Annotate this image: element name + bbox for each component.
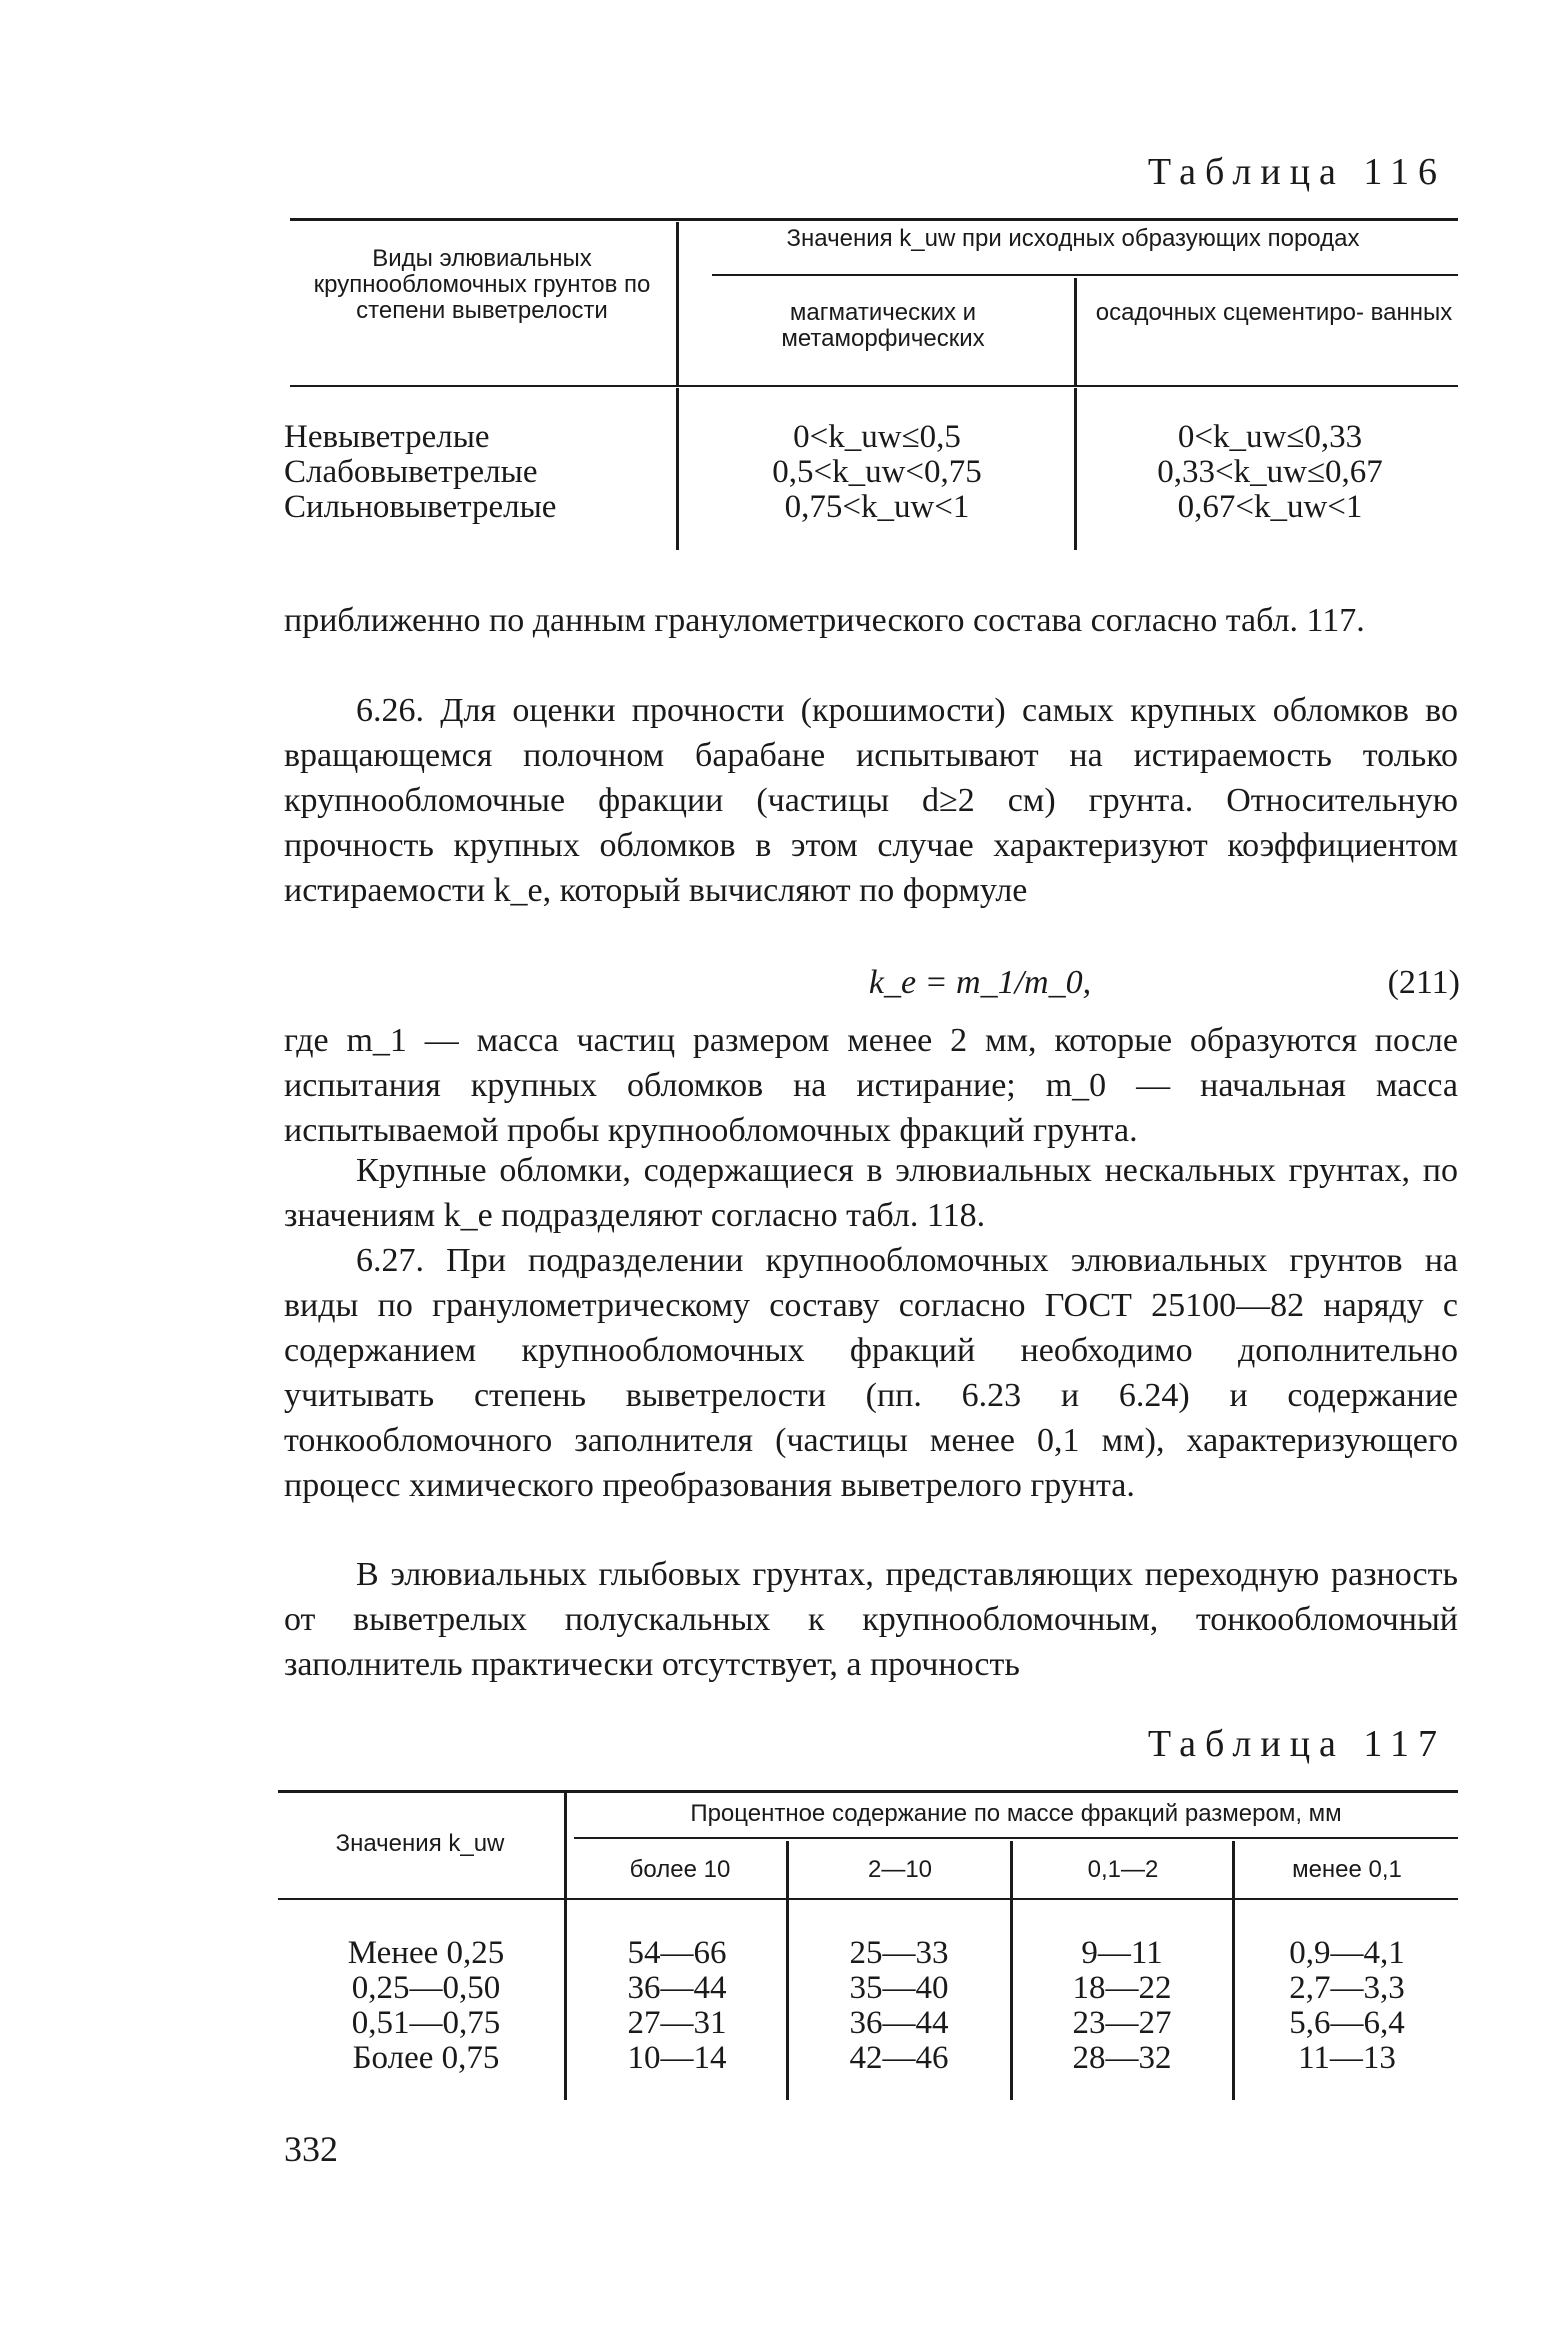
table-cell: 0,5<k_uw<0,75 (772, 454, 982, 490)
table-116-sub1-header: магматических и метаморфических (781, 299, 985, 352)
table-117-divider (1010, 1900, 1013, 2100)
table-cell: 18—22 (1072, 1970, 1172, 2006)
table-cell: 28—32 (1072, 2040, 1172, 2076)
table-117-col-01-2 (1014, 1936, 1230, 2076)
table-116-sub2-header: осадочных сцементиро- ванных (1095, 299, 1453, 326)
table-116-divider (676, 388, 679, 550)
table-117-sub-header: 2—10 (867, 1856, 933, 1883)
table-117-divider (786, 1841, 789, 1900)
paragraph-fragments (284, 1148, 1458, 1238)
paragraph-formula-explanation: где m_1 — масса частиц размером менее 2 мм, которые образуются после испытания крупных обломков на истирание; m_0 — начальная масса испытываемой пробы крупнообломочных фракций грунта. (284, 1022, 1458, 1149)
table-117-col-more10 (570, 1936, 784, 2076)
table-117-col-2-10 (790, 1936, 1008, 2076)
table-cell: 10—14 (627, 2040, 727, 2076)
table-cell: 35—40 (849, 1970, 949, 2006)
table-117-header-rule (278, 1898, 1458, 1900)
formula-number: (211) (1387, 964, 1460, 1001)
table-117-col1-header: Значения k_uw (335, 1830, 505, 1857)
paragraph-6-26 (284, 688, 1458, 913)
table-cell: Более 0,75 (352, 2040, 500, 2076)
page-number: 332 (284, 2129, 338, 2169)
table-117-sub-header: более 10 (629, 1856, 731, 1883)
table-cell: 0,25—0,50 (351, 1970, 501, 2006)
table-116-caption: Таблица 116 (1147, 151, 1446, 193)
table-cell: 5,6—6,4 (1289, 2005, 1405, 2041)
table-116-divider (1074, 278, 1077, 387)
table-116-divider (676, 222, 679, 387)
formula (780, 960, 1180, 1005)
paragraph-6-26-text: 6.26. Для оценки прочности (крошимости) самых крупных обломков во вращающемся полочном барабане испытывают на истираемость только крупнообломочные фракции (частицы d≥2 см) грунта. Относительную прочность крупных обломков в этом случае характеризуют коэффициентом истираемости k_e, который вычисляют по формуле (284, 692, 1458, 909)
formula-text: k_e = m_1/m_0, (868, 964, 1092, 1001)
table-cell: Сильновыветрелые (284, 489, 557, 525)
table-116-header-rule (290, 385, 1458, 387)
table-cell: 25—33 (849, 1935, 949, 1971)
table-116-divider (1074, 388, 1077, 550)
table-cell: 2,7—3,3 (1289, 1970, 1405, 2006)
table-117-col-k (290, 1936, 562, 2076)
table-117-divider (1232, 1841, 1235, 1900)
table-cell: 0,67<k_uw<1 (1177, 489, 1363, 525)
table-116-top-rule (290, 218, 1458, 221)
paragraph-boulder-text: В элювиальных глыбовых грунтах, представляющих переходную разность от выветрелых полускальных к крупнообломочным, тонкообломочный заполнитель практически отсутствует, а прочность (284, 1556, 1458, 1683)
paragraph-6-27 (284, 1238, 1458, 1508)
table-117-group-header: Процентное содержание по массе фракций размером, мм (690, 1800, 1342, 1827)
table-117-caption: Таблица 117 (1147, 1723, 1446, 1765)
table-117-divider (1232, 1900, 1235, 2100)
table-116-group-header-text: Значения k_uw при исходных образующих породах (786, 225, 1360, 252)
table-cell: 23—27 (1072, 2005, 1172, 2041)
table-117-divider (564, 1793, 567, 1900)
table-117-top-rule (278, 1790, 1458, 1793)
table-cell: Менее 0,25 (347, 1935, 505, 1971)
table-cell: 11—13 (1298, 2040, 1396, 2076)
table-116-col-type (284, 420, 674, 525)
table-cell: 0<k_uw≤0,33 (1177, 419, 1363, 455)
table-cell: 0,33<k_uw≤0,67 (1157, 454, 1383, 490)
table-cell: 0<k_uw≤0,5 (793, 419, 961, 455)
table-117-subheader-rule (574, 1837, 1458, 1839)
table-117-divider (564, 1900, 567, 2100)
table-116-group-header (690, 226, 1456, 252)
table-116-col-sedimentary (1080, 420, 1460, 525)
paragraph-1: приближенно по данным гранулометрического состава согласно табл. 117. (284, 602, 1365, 639)
table-116-col-magmatic (682, 420, 1072, 525)
table-cell: 54—66 (627, 1935, 727, 1971)
table-cell: 0,9—4,1 (1289, 1935, 1405, 1971)
table-cell: 36—44 (849, 2005, 949, 2041)
paragraph-fragments-text: Крупные обломки, содержащиеся в элювиальных нескальных грунтах, по значениям k_e подразделяют согласно табл. 118. (284, 1152, 1458, 1234)
table-cell: 9—11 (1081, 1935, 1163, 1971)
table-cell: 0,51—0,75 (351, 2005, 501, 2041)
table-117-col-less01 (1236, 1936, 1458, 2076)
table-cell: 0,75<k_uw<1 (784, 489, 970, 525)
table-116-subheader-rule (712, 274, 1458, 276)
paragraph-boulder (284, 1552, 1458, 1687)
table-cell: 27—31 (627, 2005, 727, 2041)
table-116-col1-header: Виды элювиальных крупнообломочных грунтов по степени выветрелости (313, 245, 651, 324)
table-cell: Слабовыветрелые (284, 454, 538, 490)
table-117-divider (786, 1900, 789, 2100)
table-cell: Невыветрелые (284, 419, 490, 455)
table-117-sub-header: менее 0,1 (1292, 1856, 1402, 1883)
table-cell: 36—44 (627, 1970, 727, 2006)
table-117-divider (1010, 1841, 1013, 1900)
table-cell: 42—46 (849, 2040, 949, 2076)
paragraph-6-27-text: 6.27. При подразделении крупнообломочных элювиальных грунтов на виды по гранулометрическому составу согласно ГОСТ 25100—82 наряду с содержанием крупнообломочных фракций необходимо дополнительно учитывать степень выветрелости (пп. 6.23 и 6.24) и содержание тонкообломочного заполнителя (частицы менее 0,1 мм), характеризующего процесс химического преобразования выветрелого грунта. (284, 1242, 1458, 1504)
table-117-sub-header: 0,1—2 (1087, 1856, 1159, 1883)
